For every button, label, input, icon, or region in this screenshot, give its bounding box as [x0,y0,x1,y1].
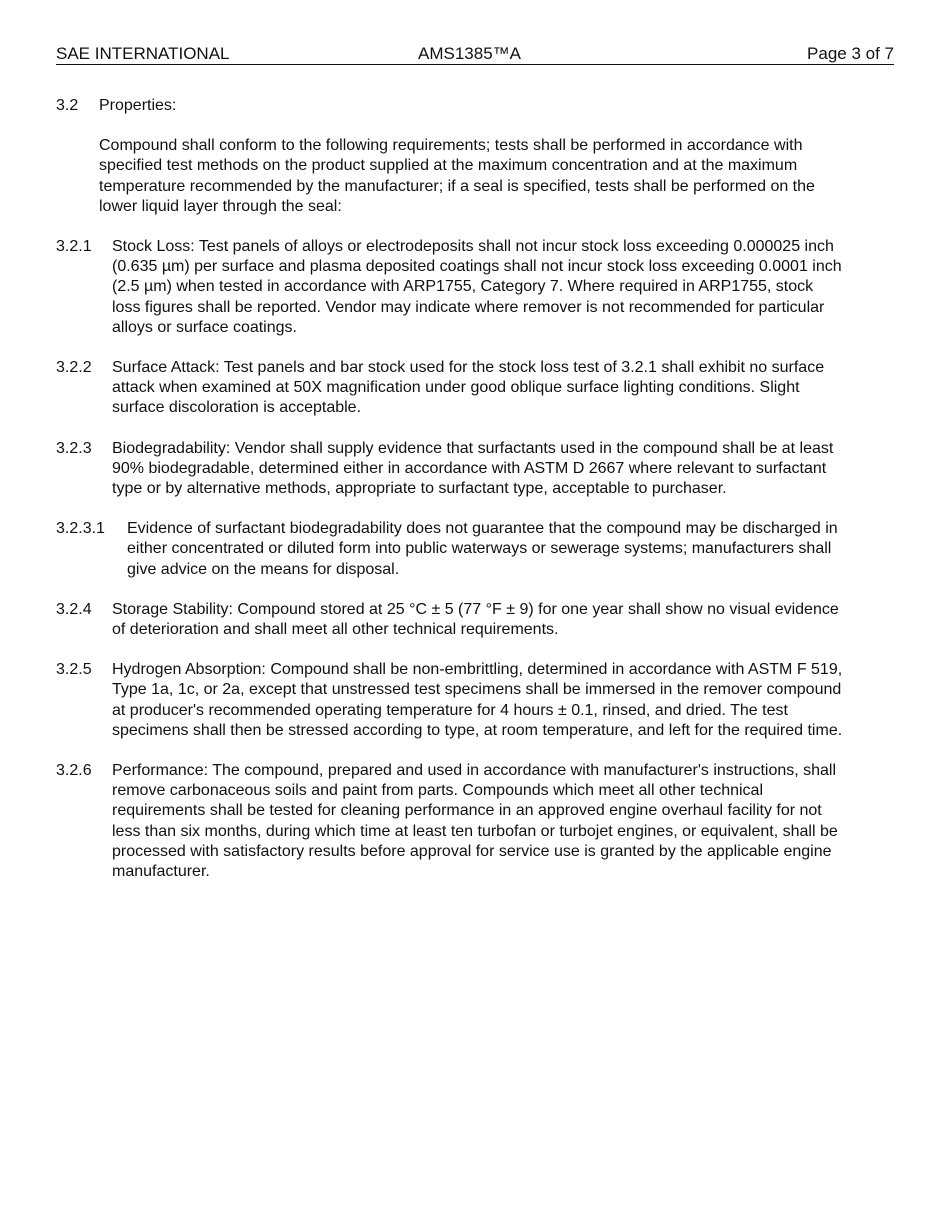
section-3-2 [56,96,846,116]
intro-paragraph: Compound shall conform to the following requirements; tests shall be performed in accordance with specified test methods on the product supplied at the maximum concentration and at the maximum temperature recommended by the manufacturer; if a seal is specified, tests shall be performed on the lower liquid layer through the seal: [99,137,815,215]
header-page-number: Page 3 of 7 [807,44,894,63]
section-number: 3.2.5 [56,661,92,679]
section-text: Surface Attack: Test panels and bar stock used for the stock loss test of 3.2.1 shall exhibit no surface attack when examined at 50X magnification under good oblique surface lighting conditions. Slight surface discoloration is acceptable. [112,359,825,417]
section-3-2-1 [56,237,846,338]
section-number: 3.2.3 [56,439,92,457]
section-3-2-3 [56,439,846,500]
section-3-2-5 [56,660,846,741]
section-text: Storage Stability: Compound stored at 25 °C ± 5 (77 °F ± 9) for one year shall show no visual evidence of deterioration and shall meet all other technical requirements. [112,600,839,639]
section-number: 3.2.2 [56,359,92,377]
section-3-2-6 [56,761,846,882]
section-text: Stock Loss: Test panels of alloys or electrodeposits shall not incur stock loss exceeding 0.000025 inch (0.635 µm) per surface and plasma deposited coatings shall not incur stock loss exceeding 0.0001 inch (2.5 µm) when tested in accordance with ARP1755, Category 7. Where required in ARP1755, stock loss figures shall be reported. Vendor may indicate where remover is not recommended for particular alloys or surface coatings. [112,238,842,336]
page-header [56,44,894,65]
section-number: 3.2.4 [56,600,92,618]
document-body [56,96,846,902]
section-3-2-3-1 [56,519,846,580]
section-number: 3.2.6 [56,762,92,780]
section-text: Performance: The compound, prepared and used in accordance with manufacturer's instructions, shall remove carbonaceous soils and paint from parts. Compounds which meet all other technical requirements shall be tested for cleaning performance in an approved engine overhaul facility for not less than six months, during which time at least ten turbofan or turbojet engines, or equivalent, shall be processed with satisfactory results before approval for service use is granted by the applicable engine manufacturer. [112,762,838,881]
section-heading: Properties: [99,97,177,114]
section-3-2-4 [56,600,846,640]
header-org: SAE INTERNATIONAL [56,44,230,63]
section-text: Biodegradability: Vendor shall supply evidence that surfactants used in the compound shall be at least 90% biodegradable, determined either in accordance with ASTM D 2667 where relevant to surfactant type or by alternative methods, appropriate to surfactant type, acceptable to purchaser. [112,439,834,498]
section-3-2-2 [56,358,846,419]
header-doc-id: AMS1385™A [418,44,521,63]
section-text: Evidence of surfactant biodegradability does not guarantee that the compound may be discharged in either concentrated or diluted form into public waterways or sewerage systems; manufacturers shall give advice on the means for disposal. [127,520,838,578]
section-number: 3.2.3.1 [56,520,105,538]
section-number: 3.2.1 [56,238,92,256]
section-number: 3.2 [56,97,79,114]
section-text: Hydrogen Absorption: Compound shall be non-embrittling, determined in accordance with ASTM F 519, Type 1a, 1c, or 2a, except that unstressed test specimens shall be immersed in the remover compound at producer's recommended operating temperature for 4 hours ± 0.1, rinsed, and dried. The test specimens shall then be stressed according to type, at room temperature, and left for the required time. [112,661,843,739]
